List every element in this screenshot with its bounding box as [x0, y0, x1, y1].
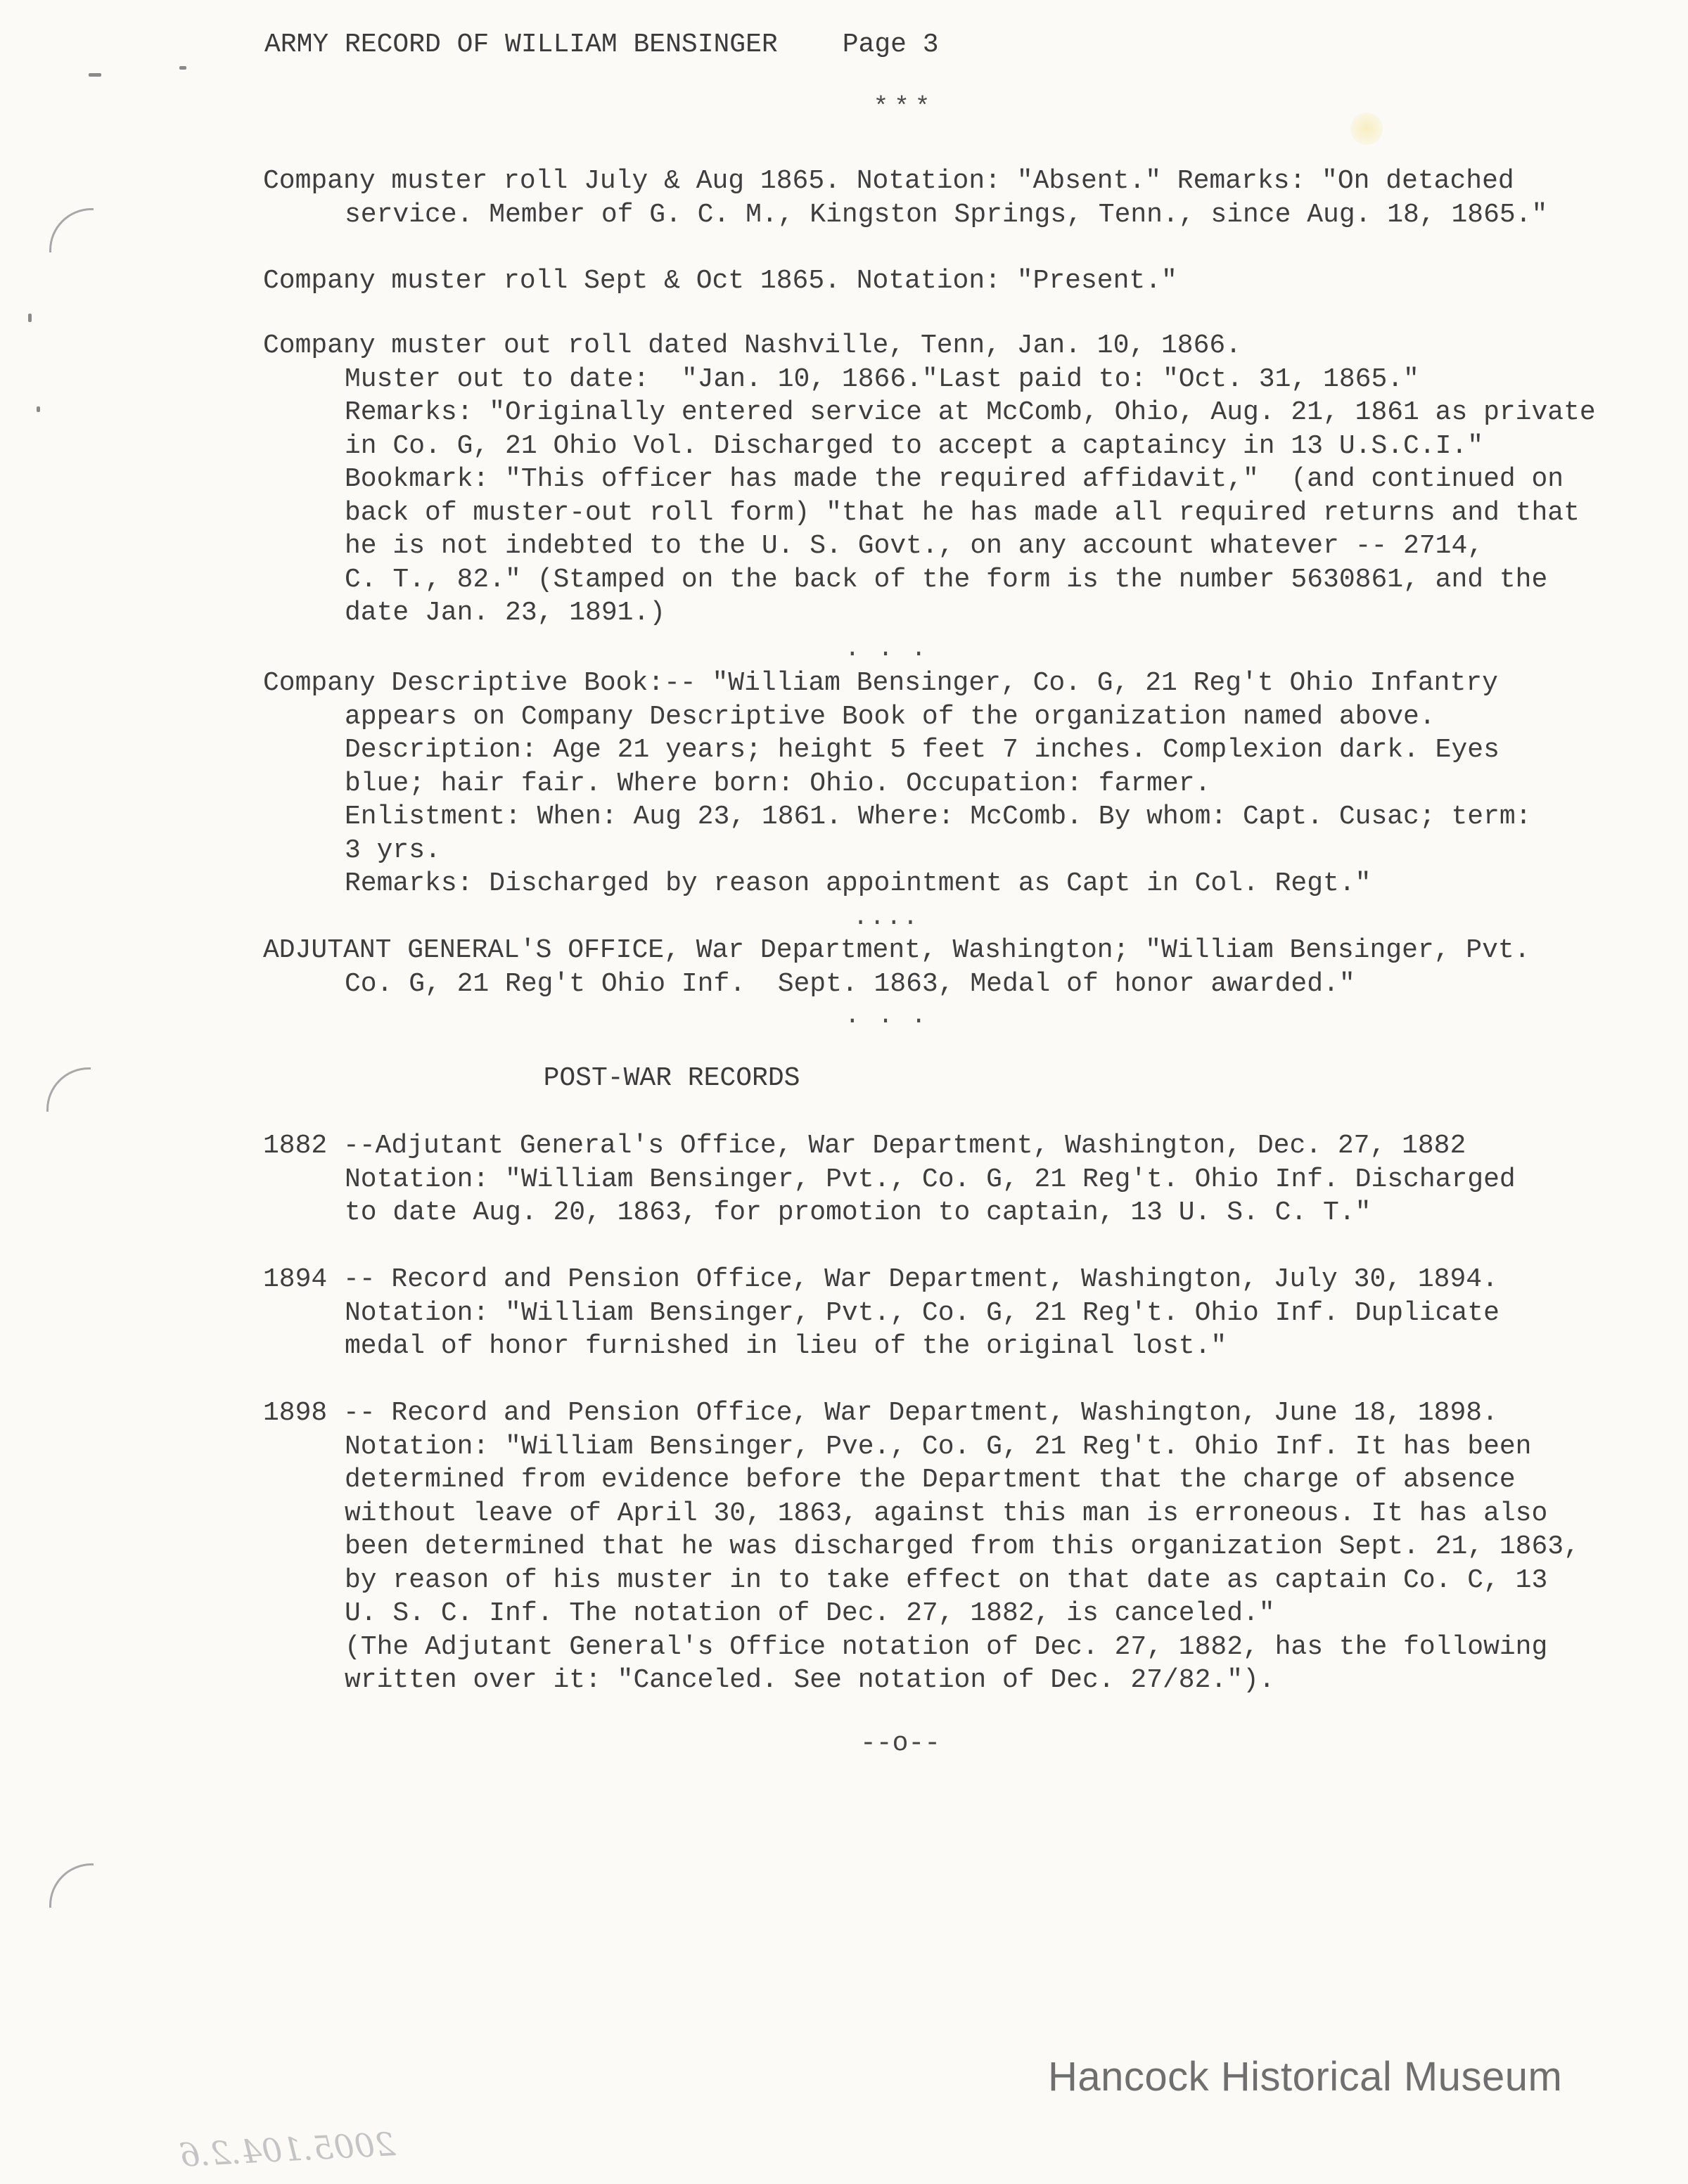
entry-line: without leave of April 30, 1863, against this man is erroneous. It has also: [345, 1498, 1548, 1529]
entry-line: 1894 -- Record and Pension Office, War Department, Washington, July 30, 1894.: [263, 1264, 1498, 1295]
entry-line: Remarks: Discharged by reason appointment as Capt in Col. Regt.": [345, 868, 1372, 899]
museum-watermark: Hancock Historical Museum: [1048, 2054, 1563, 2100]
entry-line: Enlistment: When: Aug 23, 1861. Where: McComb. By whom: Capt. Cusac; term:: [345, 802, 1532, 832]
entry-line: in Co. G, 21 Ohio Vol. Discharged to accept a captaincy in 13 U.S.C.I.": [345, 430, 1484, 461]
entry-line: U. S. C. Inf. The notation of Dec. 27, 1882, is canceled.": [345, 1598, 1275, 1629]
end-mark: --o--: [859, 1728, 941, 1759]
entry-line: Company Descriptive Book:-- "William Bensinger, Co. G, 21 Reg't Ohio Infantry: [263, 668, 1498, 698]
entry-line: Company muster roll Sept & Oct 1865. Notation: "Present.": [263, 266, 1177, 296]
entry-line: service. Member of G. C. M., Kingston Springs, Tenn., since Aug. 18, 1865.": [345, 199, 1548, 230]
entry-line: been determined that he was discharged from this organization Sept. 21, 1863,: [345, 1531, 1580, 1562]
speck: [28, 314, 32, 322]
entry-line: determined from evidence before the Department that the charge of absence: [345, 1465, 1516, 1495]
entry-line: Company muster out roll dated Nashville, Tenn, Jan. 10, 1866.: [263, 330, 1242, 361]
entry-line: by reason of his muster in to take effect on that date as captain Co. C, 13: [345, 1565, 1548, 1595]
separator-dots: . . .: [844, 1001, 928, 1030]
record-entry-muster-out: [263, 329, 1663, 630]
speck: [37, 406, 40, 412]
record-entry-descriptive-book: [263, 667, 1663, 901]
speck: [179, 66, 186, 70]
entry-line: Co. G, 21 Reg't Ohio Inf. Sept. 1863, Medal of honor awarded.": [345, 968, 1355, 999]
entry-line: 3 yrs.: [345, 835, 441, 866]
speck: [89, 73, 101, 77]
handwritten-accession-number: 2005.104.2.6: [178, 2124, 397, 2175]
post-war-entry-1882: [263, 1129, 1663, 1230]
punch-hole-top: [49, 208, 94, 252]
entry-line: written over it: "Canceled. See notation of Dec. 27/82.").: [345, 1665, 1275, 1695]
document-title: ARMY RECORD OF WILLIAM BENSINGER: [264, 30, 778, 60]
entry-line: Description: Age 21 years; height 5 feet 7 inches. Complexion dark. Eyes: [345, 735, 1500, 765]
entry-line: appears on Company Descriptive Book of the organization named above.: [345, 701, 1436, 732]
post-war-entry-1894: [263, 1263, 1663, 1363]
separator-asterisks: ***: [873, 93, 936, 122]
entry-line: C. T., 82." (Stamped on the back of the form is the number 5630861, and the: [345, 564, 1548, 595]
entry-line: ADJUTANT GENERAL'S OFFICE, War Department, Washington; "William Bensinger, Pvt.: [263, 935, 1530, 965]
entry-line: Notation: "William Bensinger, Pve., Co. G, 21 Reg't. Ohio Inf. It has been: [345, 1431, 1532, 1462]
entry-line: 1898 -- Record and Pension Office, War Department, Washington, June 18, 1898.: [263, 1398, 1498, 1428]
separator-dots: . . .: [844, 634, 928, 663]
entry-line: date Jan. 23, 1891.): [345, 598, 666, 628]
entry-line: blue; hair fair. Where born: Ohio. Occupation: farmer.: [345, 768, 1211, 799]
entry-line: back of muster-out roll form) "that he has made all required returns and that: [345, 497, 1580, 528]
separator-dots: ....: [852, 903, 920, 932]
entry-line: 1882 --Adjutant General's Office, War Department, Washington, Dec. 27, 1882: [263, 1131, 1466, 1161]
entry-line: Notation: "William Bensinger, Pvt., Co. G, 21 Reg't. Ohio Inf. Duplicate: [345, 1297, 1500, 1328]
record-entry-muster-sep-oct: [263, 264, 1663, 298]
record-entry-muster-jul-aug: [263, 165, 1663, 231]
post-war-entry-1898: [263, 1396, 1663, 1697]
entry-line: medal of honor furnished in lieu of the original lost.": [345, 1331, 1227, 1361]
entry-line: (The Adjutant General's Office notation of Dec. 27, 1882, has the following: [345, 1631, 1548, 1662]
entry-line: Muster out to date: "Jan. 10, 1866."Last paid to: "Oct. 31, 1865.": [345, 364, 1419, 394]
punch-hole-bottom: [49, 1863, 94, 1908]
entry-line: he is not indebted to the U. S. Govt., on any account whatever -- 2714,: [345, 531, 1484, 561]
page-number: Page 3: [842, 30, 939, 60]
entry-line: Remarks: "Originally entered service at McComb, Ohio, Aug. 21, 1861 as private: [345, 397, 1596, 428]
record-entry-adjutant-general: [263, 934, 1663, 1001]
entry-line: Bookmark: "This officer has made the required affidavit," (and continued on: [345, 464, 1564, 494]
section-title: POST-WAR RECORDS: [543, 1063, 800, 1093]
entry-line: Company muster roll July & Aug 1865. Notation: "Absent." Remarks: "On detached: [263, 166, 1514, 196]
entry-line: Notation: "William Bensinger, Pvt., Co. G, 21 Reg't. Ohio Inf. Discharged: [345, 1164, 1516, 1195]
page-header: [264, 30, 939, 60]
entry-line: to date Aug. 20, 1863, for promotion to captain, 13 U. S. C. T.": [345, 1197, 1372, 1228]
